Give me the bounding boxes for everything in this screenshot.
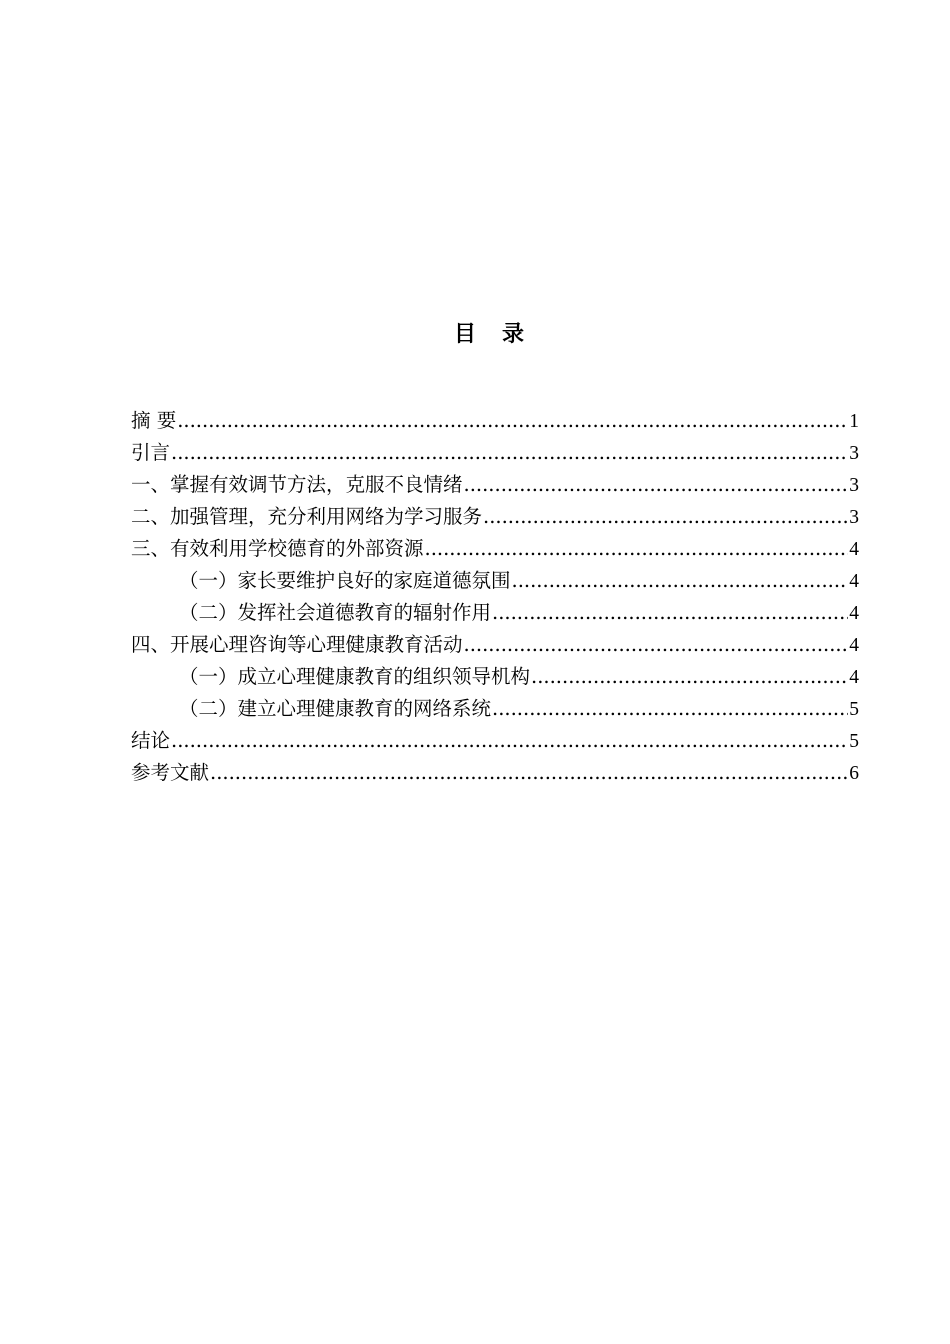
toc-entry-page: 1 (849, 411, 859, 432)
toc-entry-label: 摘 要 (131, 409, 177, 432)
toc-entry-label: （二）建立心理健康教育的网络系统 (179, 697, 492, 720)
toc-subentry[interactable] (131, 565, 859, 597)
toc-dot-leader (464, 469, 849, 501)
toc-entry-page: 4 (849, 539, 859, 560)
toc-entry-page: 5 (849, 731, 859, 752)
toc-entry-page: 4 (849, 635, 859, 656)
toc-entry-page: 4 (849, 603, 859, 624)
toc-subentry[interactable] (131, 693, 859, 725)
toc-entry-page: 3 (849, 475, 859, 496)
toc-entry-label: （二）发挥社会道德教育的辐射作用 (179, 601, 492, 624)
toc-entry-page: 6 (849, 763, 859, 784)
toc-entry-page: 3 (849, 507, 859, 528)
toc-dot-leader (171, 725, 848, 757)
toc-subentry[interactable] (131, 661, 859, 693)
toc-entry-label: （一）成立心理健康教育的组织领导机构 (179, 665, 531, 688)
toc-entry[interactable] (131, 501, 859, 533)
toc-entry[interactable] (131, 757, 859, 789)
toc-dot-leader (492, 693, 848, 725)
toc-dot-leader (177, 405, 848, 437)
toc-dot-leader (492, 597, 848, 629)
toc-title: 目录 (453, 321, 550, 347)
toc-entry-label: 参考文献 (131, 761, 210, 784)
toc-entry-label: 二、加强管理，充分利用网络为学习服务 (131, 505, 483, 528)
toc-dot-leader (512, 565, 849, 597)
toc-entry[interactable] (131, 629, 859, 661)
toc-subentry[interactable] (131, 597, 859, 629)
toc-entry-page: 3 (849, 443, 859, 464)
toc-entry-label: 一、掌握有效调节方法，克服不良情绪 (131, 473, 463, 496)
toc-entry-page: 5 (849, 699, 859, 720)
toc-entry[interactable] (131, 725, 859, 757)
toc-entry-label: 四、开展心理咨询等心理健康教育活动 (131, 633, 463, 656)
toc-entry-label: 三、有效利用学校德育的外部资源 (131, 537, 424, 560)
toc-entry-page: 4 (849, 571, 859, 592)
toc-entry[interactable] (131, 405, 859, 437)
toc-entry-page: 4 (849, 667, 859, 688)
toc-dot-leader (425, 533, 849, 565)
toc-dot-leader (171, 437, 848, 469)
toc-dot-leader (483, 501, 848, 533)
toc-dot-leader (531, 661, 848, 693)
toc-entry-label: （一）家长要维护良好的家庭道德氛围 (179, 569, 511, 592)
toc-entry[interactable] (131, 437, 859, 469)
toc-entry[interactable] (131, 469, 859, 501)
toc-list (131, 405, 859, 789)
toc-dot-leader (464, 629, 849, 661)
toc-entry[interactable] (131, 533, 859, 565)
toc-entry-label: 结论 (131, 729, 171, 752)
toc-dot-leader (210, 757, 848, 789)
toc-entry-label: 引言 (131, 441, 171, 464)
